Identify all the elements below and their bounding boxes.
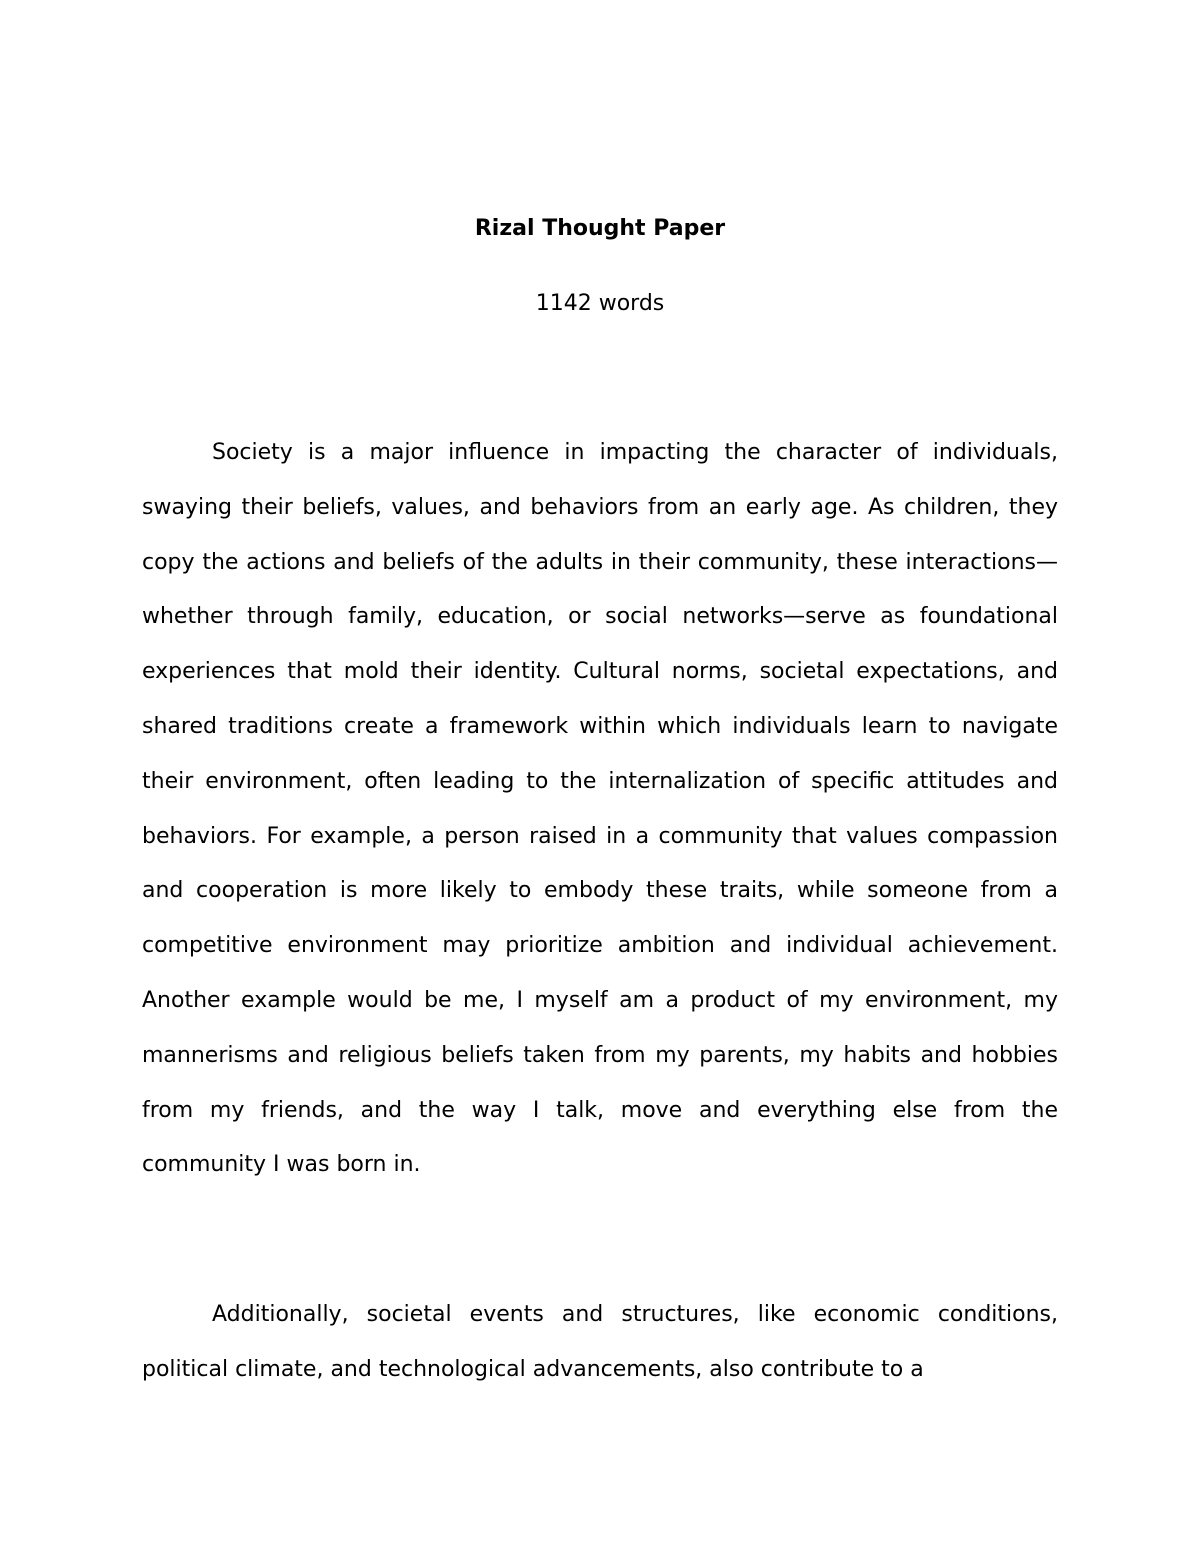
word-count: 1142 words	[535, 291, 665, 316]
paragraph-2: Additionally, societal events and structures, like economic conditions, political climate, and technological advancements, also contribute to a	[142, 1302, 1058, 1382]
document-title: Rizal Thought Paper	[474, 216, 726, 241]
paragraph-1: Society is a major influence in impacting the character of individuals, swaying their beliefs, values, and behaviors from an early age. As children, they copy the actions and beliefs of the adults in their community, these interactions—whether through family, education, or social networks—serve as foundational experiences that mold their identity. Cultural norms, societal expectations, and shared traditions create a framework within which individuals learn to navigate their environment, often leading to the internalization of specific attitudes and behaviors. For example, a person raised in a community that values compassion and cooperation is more likely to embody these traits, while someone from a competitive environment may prioritize ambition and individual achievement. Another example would be me, I myself am a product of my environment, my mannerisms and religious beliefs taken from my parents, my habits and hobbies from my friends, and the way I talk, move and everything else from the community I was born in.	[142, 440, 1058, 1178]
